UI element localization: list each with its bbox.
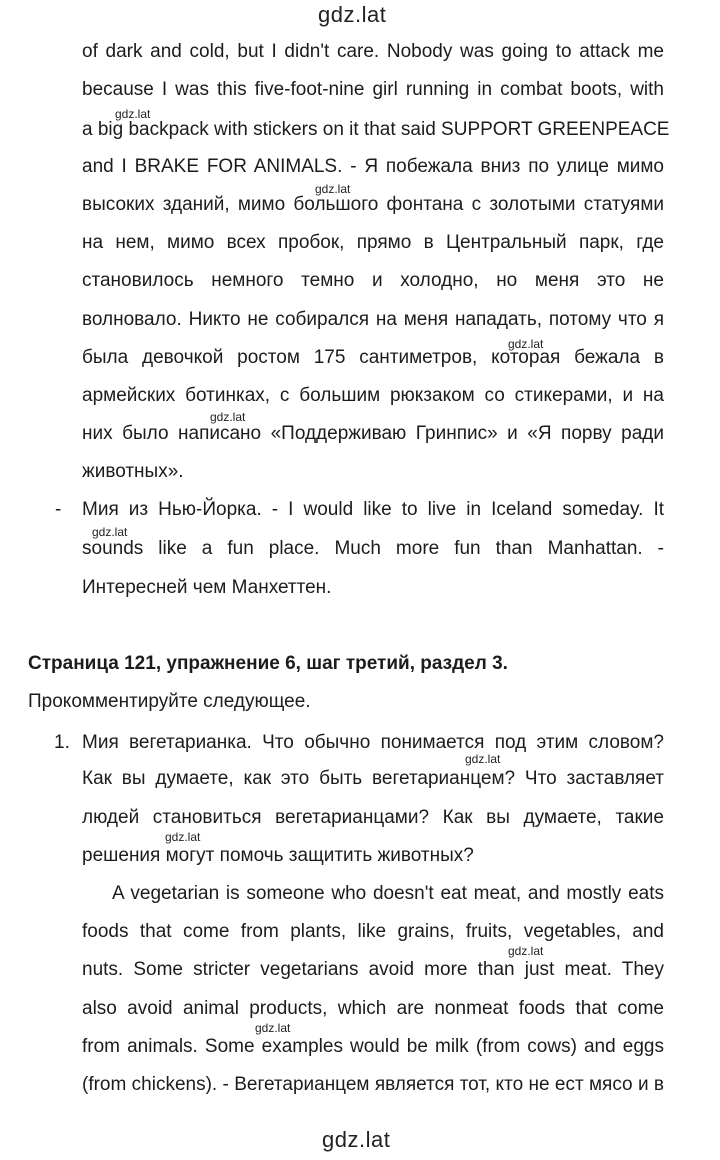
section-heading: Страница 121, упражнение 6, шаг третий, раздел 3.	[28, 653, 508, 674]
question-line: решения могут помочь защитить животных?	[82, 845, 474, 866]
text-line: становилось немного темно и холодно, но меня это не	[82, 270, 664, 291]
bullet-line: sounds like a fun place. Much more fun than Manhattan. -	[82, 538, 664, 559]
text-line: них было написано «Поддерживаю Гринпис» и «Я порву ради	[82, 423, 664, 444]
watermark: gdz.lat	[315, 182, 351, 196]
text-line: животных».	[82, 461, 184, 482]
watermark: gdz.lat	[92, 525, 128, 539]
watermark-top: gdz.lat	[318, 2, 387, 27]
answer-line: (from chickens). - Вегетарианцем является тот, кто не ест мясо и в	[82, 1074, 664, 1095]
bullet-marker: -	[55, 499, 62, 520]
bullet-line: Интересней чем Манхеттен.	[82, 577, 332, 598]
text-line: of dark and cold, but I didn't care. Nobody was going to attack me	[82, 41, 664, 62]
text-line: and I BRAKE FOR ANIMALS. - Я побежала вниз по улице мимо	[82, 156, 664, 177]
bullet-line: Мия из Нью-Йорка. - I would like to live in Iceland someday. It	[82, 499, 664, 520]
text-line: была девочкой ростом 175 сантиметров, которая бежала в	[82, 347, 664, 368]
watermark: gdz.lat	[508, 337, 544, 351]
question-line: Как вы думаете, как это быть вегетарианцем? Что заставляет	[82, 768, 664, 789]
text-line: волновало. Никто не собирался на меня нападать, потому что я	[82, 309, 664, 330]
question-line: людей становиться вегетарианцами? Как вы думаете, такие	[82, 807, 664, 828]
item-number: 1.	[54, 732, 70, 753]
text-line: because I was this five-foot-nine girl running in combat boots, with	[82, 79, 664, 100]
answer-line: from animals. Some examples would be milk (from cows) and eggs	[82, 1036, 664, 1057]
answer-line: also avoid animal products, which are nonmeat foods that come	[82, 998, 664, 1019]
watermark-bottom: gdz.lat	[322, 1127, 391, 1152]
answer-line: foods that come from plants, like grains, fruits, vegetables, and	[82, 921, 664, 942]
answer-line: A vegetarian is someone who doesn't eat meat, and mostly eats	[112, 883, 664, 904]
answer-line: nuts. Some stricter vegetarians avoid more than just meat. They	[82, 959, 664, 980]
watermark: gdz.lat	[115, 107, 151, 121]
watermark: gdz.lat	[255, 1021, 291, 1035]
watermark: gdz.lat	[465, 752, 501, 766]
watermark: gdz.lat	[508, 944, 544, 958]
instruction: Прокомментируйте следующее.	[28, 691, 311, 712]
watermark: gdz.lat	[210, 410, 246, 424]
watermark: gdz.lat	[165, 830, 201, 844]
question-line: Мия вегетарианка. Что обычно понимается под этим словом?	[82, 732, 664, 753]
text-line: a big backpack with stickers on it that said SUPPORT GREENPEACE	[82, 119, 670, 140]
text-line: армейских ботинках, с большим рюкзаком со стикерами, и на	[82, 385, 664, 406]
text-line: высоких зданий, мимо большого фонтана с золотыми статуями	[82, 194, 664, 215]
text-line: на нем, мимо всех пробок, прямо в Центральный парк, где	[82, 232, 664, 253]
